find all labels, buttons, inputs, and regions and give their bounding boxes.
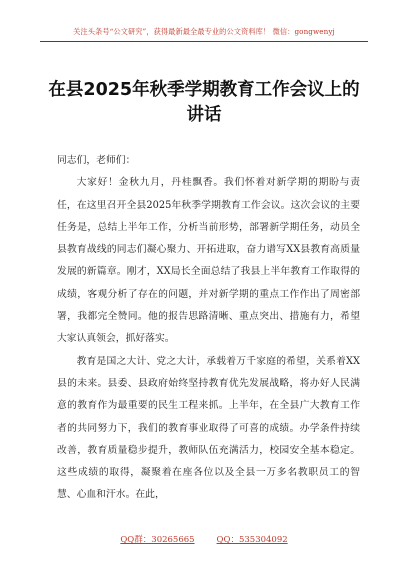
footer-contact xyxy=(40,533,368,545)
footer-qq: QQ：535304092 xyxy=(216,535,288,545)
paragraph-2: 教育是国之大计、党之大计，承载着万千家庭的希望，关系着XX县的未来。县委、县政府始终坚持教育优先发展战略，将办好人民满意的教育作为最重要的民生工程来抓。上半年，在全县广大教育工作者的共同努力下，我们的教育事业取得了可喜的成绩。办学条件持续改善，教育质量稳步提升，教师队伍充满活力，校园安全基本稳定。这些成绩的取得，凝聚着在座各位以及全县一万多名教职员工的智慧、心血和汗水。在此， xyxy=(57,355,360,501)
document-title-line-1: 在县2025年秋季学期教育工作会议上的 xyxy=(48,80,360,100)
header-promo-note: 关注头条号“公文研究”，获得最新最全最专业的公文资料库！ 微信：gongwenyj xyxy=(73,27,335,36)
paragraph-1: 大家好！金秋九月，丹桂飘香。我们怀着对新学期的期盼与责任，在这里召开全县2025年秋季学期教育工作会议。这次会议的主要任务是，总结上半年工作，分析当前形势，部署新学期任务，动员全县教育战线的同志们凝心聚力、开拓进取，奋力谱写XX县教育高质量发展的新篇章。刚才，XX局长全面总结了我县上半年教育工作取得的成绩，客观分析了存在的问题，并对新学期的重点工作作出了周密部署，我都完全赞同。他的报告思路清晰、重点突出、措施有力，希望大家认真领会，抓好落实。 xyxy=(57,177,360,345)
greeting: 同志们，老师们： xyxy=(57,155,136,166)
document-title-line-2: 讲话 xyxy=(186,105,222,125)
document-title xyxy=(40,78,368,128)
footer-qq-group: QQ群：30265665 xyxy=(120,535,195,545)
header-divider xyxy=(40,41,368,42)
document-body xyxy=(57,150,360,507)
